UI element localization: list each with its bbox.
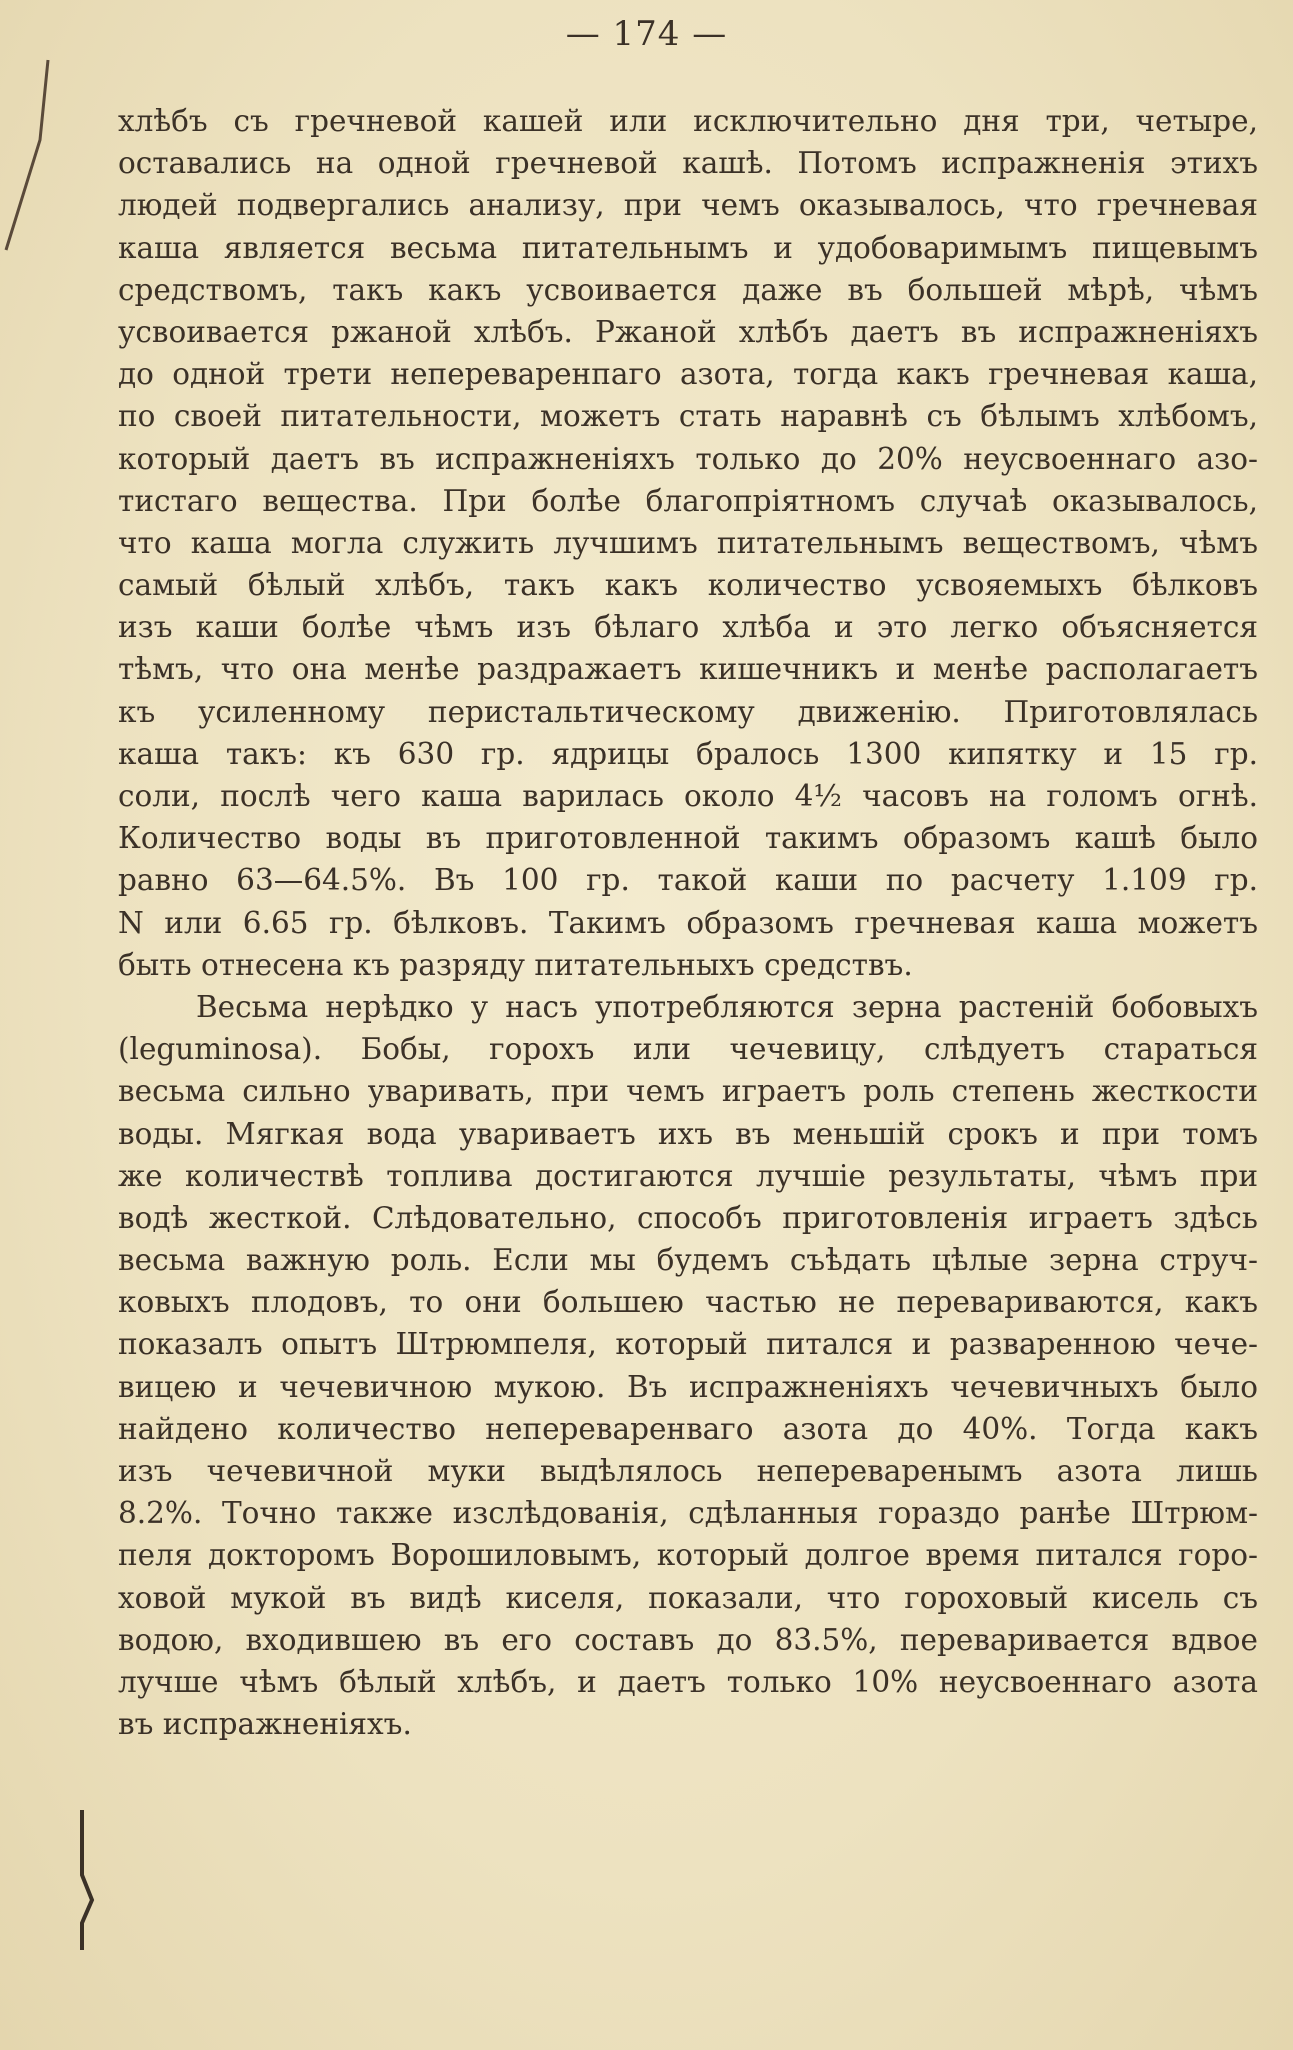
text-line: въ испражненіяхъ.: [118, 1707, 412, 1742]
text-line: ховой мукой въ видѣ киселя, показали, что гороховый кисель съ: [118, 1580, 1258, 1615]
text-line: показалъ опытъ Штрюмпеля, который питался и разваренною чече-: [118, 1327, 1258, 1362]
page-number: — 174 —: [565, 14, 728, 54]
margin-pencil-mark-top: [0, 50, 60, 260]
text-line: Количество воды въ приготовленной такимъ образомъ кашѣ было: [118, 821, 1258, 856]
text-line: изъ каши болѣе чѣмъ изъ бѣлаго хлѣба и это легко объясняется: [118, 610, 1258, 645]
text-line: же количествѣ топлива достигаются лучшіе результаты, чѣмъ при: [118, 1158, 1258, 1193]
text-line: (leguminosa). Бобы, горохъ или чечевицу, слѣдуетъ стараться: [118, 1032, 1258, 1067]
text-line: лучше чѣмъ бѣлый хлѣбъ, и даетъ только 10% неусвоеннаго азота: [118, 1664, 1258, 1699]
text-line: каша такъ: къ 630 гр. ядрицы бралось 1300 кипятку и 15 гр.: [118, 736, 1258, 771]
text-line: изъ чечевичной муки выдѣлялось непереваренымъ азота лишь: [118, 1454, 1258, 1488]
text-line: весьма сильно уваривать, при чемъ играетъ роль степень жесткости: [118, 1074, 1258, 1109]
text-line: по своей питательности, можетъ стать наравнѣ съ бѣлымъ хлѣбомъ,: [118, 399, 1258, 434]
text-line: пеля докторомъ Ворошиловымъ, который долгое время питался горо-: [118, 1538, 1258, 1573]
text-line: самый бѣлый хлѣбъ, такъ какъ количество усвояемыхъ бѣлковъ: [118, 568, 1258, 603]
text-line: вицею и чечевичною мукою. Въ испражненіяхъ чечевичныхъ было: [118, 1369, 1258, 1404]
text-line: найдено количество непереваренваго азота до 40%. Тогда какъ: [118, 1411, 1258, 1446]
text-line: тистаго вещества. При болѣе благопріятномъ случаѣ оказывалось,: [118, 483, 1258, 518]
text-line: къ усиленному перистальтическому движенію. Приготовлялась: [118, 694, 1258, 729]
text-line: быть отнесена къ разряду питательныхъ средствъ.: [118, 947, 913, 982]
paragraph-start-line: Весьма нерѣдко у насъ употребляются зерна растеній бобовыхъ: [196, 989, 1258, 1024]
text-line: каша является весьма питательнымъ и удобоваримымъ пищевымъ: [118, 230, 1258, 265]
text-line: ковыхъ плодовъ, то они большею частью не перевариваются, какъ: [118, 1285, 1258, 1320]
text-line: N или 6.65 гр. бѣлковъ. Такимъ образомъ гречневая каша можетъ: [118, 905, 1258, 940]
text-line: водою, входившею въ его составъ до 83.5%, переваривается вдвое: [118, 1622, 1258, 1657]
text-line: водѣ жесткой. Слѣдовательно, способъ приготовленія играетъ здѣсь: [118, 1200, 1258, 1235]
text-line: 8.2%. Точно также изслѣдованія, сдѣланныя гораздо ранѣе Штрюм-: [118, 1496, 1258, 1531]
text-line: что каша могла служить лучшимъ питательнымъ веществомъ, чѣмъ: [118, 525, 1258, 560]
text-line: хлѣбъ съ гречневой кашей или исключительно дня три, четыре,: [118, 104, 1258, 138]
text-line: оставались на одной гречневой кашѣ. Потомъ испражненія этихъ: [118, 146, 1258, 181]
text-line: воды. Мягкая вода увариваетъ ихъ въ меньшій срокъ и при томъ: [118, 1116, 1258, 1151]
body-text: [118, 100, 1258, 1745]
text-line: который даетъ въ испражненіяхъ только до 20% неусвоеннаго азо-: [118, 441, 1258, 476]
margin-bracket-mark-bottom: [70, 1805, 100, 1955]
text-line: соли, послѣ чего каша варилась около 4½ часовъ на голомъ огнѣ.: [118, 779, 1258, 813]
text-line: тѣмъ, что она менѣе раздражаетъ кишечникъ и менѣе располагаетъ: [118, 652, 1258, 687]
text-line: равно 63—64.5%. Въ 100 гр. такой каши по расчету 1.109 гр.: [118, 863, 1258, 898]
text-line: средствомъ, такъ какъ усвоивается даже въ большей мѣрѣ, чѣмъ: [118, 272, 1258, 307]
text-line: до одной трети непереваренпаго азота, тогда какъ гречневая каша,: [118, 357, 1258, 392]
text-line: весьма важную роль. Если мы будемъ съѣдать цѣлые зерна струч-: [118, 1243, 1258, 1278]
text-line: людей подвергались анализу, при чемъ оказывалось, что гречневая: [118, 188, 1258, 223]
text-line: усвоивается ржаной хлѣбъ. Ржаной хлѣбъ даетъ въ испражненіяхъ: [118, 314, 1258, 349]
